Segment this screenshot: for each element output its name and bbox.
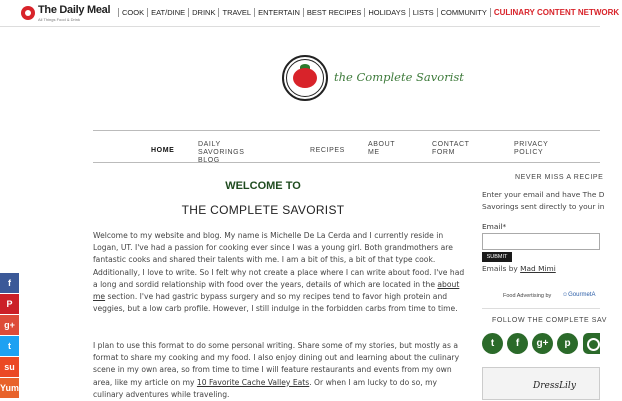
email-label: Email*	[482, 222, 507, 231]
newsletter-line-1: Enter your email and have The D	[482, 190, 605, 199]
nav-contact-form[interactable]: CONTACT FORM	[432, 141, 470, 156]
mad-mimi-credit	[482, 264, 556, 273]
network-nav-best-recipes[interactable]: BEST RECIPES	[303, 8, 364, 17]
network-nav-lists[interactable]: LISTS	[409, 8, 437, 17]
facebook-icon[interactable]: f	[507, 333, 528, 354]
nav-about-me[interactable]: ABOUT ME	[368, 141, 395, 156]
network-nav-cook[interactable]: COOK	[118, 8, 147, 17]
gourmet-ads-logo[interactable]: ☺GourmetA	[562, 292, 596, 298]
daily-meal-tagline: All Things Food & Drink	[38, 17, 80, 22]
share-pinterest-icon[interactable]: P	[0, 294, 19, 314]
page-subtitle: THE COMPLETE SAVORIST	[181, 203, 345, 217]
cache-valley-eats-link[interactable]: 10 Favorite Cache Valley Eats	[196, 377, 310, 387]
nav-home[interactable]: HOME	[151, 147, 175, 154]
network-nav-eat-dine[interactable]: EAT/DINE	[147, 8, 188, 17]
follow-heading: FOLLOW THE COMPLETE SAV	[492, 317, 608, 324]
instagram-icon[interactable]	[583, 333, 600, 354]
daily-meal-name: The Daily Meal	[38, 4, 111, 16]
main-nav	[93, 130, 600, 163]
network-nav-community[interactable]: COMMUNITY	[437, 8, 490, 17]
network-nav-entertain[interactable]: ENTERTAIN	[254, 8, 303, 17]
share-facebook-icon[interactable]: f	[0, 273, 19, 293]
email-input[interactable]	[482, 233, 600, 250]
tomato-icon	[293, 68, 317, 88]
newsletter-description	[482, 189, 605, 213]
share-google-plus-icon[interactable]: g+	[0, 315, 19, 335]
mad-mimi-prefix: Emails by	[482, 264, 521, 273]
network-nav	[118, 8, 622, 17]
nav-privacy-policy[interactable]: PRIVACY POLICY	[514, 141, 549, 156]
twitter-icon[interactable]: t	[482, 333, 503, 354]
network-nav-holidays[interactable]: HOLIDAYS	[364, 8, 408, 17]
nav-recipes[interactable]: RECIPES	[310, 147, 345, 154]
pinterest-icon[interactable]: p	[557, 333, 578, 354]
share-twitter-icon[interactable]: t	[0, 336, 19, 356]
mad-mimi-link[interactable]: Mad Mimi	[520, 264, 556, 273]
sidebar-divider	[482, 308, 600, 309]
intro-text-2: section. I've had gastric bypass surgery and so my recipes tend to favor high protein and veggies, but a low carb profile. However, I still indulge in the forbidden carbs from time to time.	[93, 292, 458, 314]
dresslily-ad[interactable]	[482, 367, 600, 400]
share-stumbleupon-icon[interactable]: su	[0, 357, 19, 377]
intro-text-1: Welcome to my website and blog. My name is Michelle De La Cerda and I currently reside in Logan, UT. I've had a passion for cooking ever since I was a young girl. Both grandmothers are fantastic cooks and shared their talents with me. I am a bit of this, a bit of that type cook. Additionally, I love to write. So I felt why not create a place where I can write about food. I've had a long and sordid relationship with food over the years, details of which are located in the	[93, 231, 465, 289]
daily-meal-logo-icon	[21, 6, 35, 20]
nav-daily-savorings-blog[interactable]: DAILY SAVORINGS BLOG	[198, 141, 245, 164]
site-name: the Complete Savorist	[334, 70, 464, 84]
welcome-heading: WELCOME TO	[225, 180, 301, 192]
culinary-network-link[interactable]: CULINARY CONTENT NETWORK	[490, 8, 622, 17]
dresslily-label: DressLily	[533, 381, 576, 391]
network-nav-travel[interactable]: TRAVEL	[218, 8, 254, 17]
newsletter-line-2: Savorings sent directly to your in	[482, 202, 605, 211]
site-logo[interactable]	[282, 55, 464, 105]
plan-text-1: I plan to use this format to do some personal writing. Share some of my stories, but mostly as a format to share my cooking and my food. I also enjoy dining out and learning about the culinary scene in my own area, so from time to time I will feature restaurants and events from my own area, like my article on my	[93, 341, 460, 387]
daily-meal-logo[interactable]	[21, 4, 117, 24]
newsletter-heading: NEVER MISS A RECIPE	[515, 174, 604, 181]
network-bar	[0, 0, 620, 27]
plan-text-2: . Or when I am lucky to do so, my culinary adventures while traveling.	[93, 377, 437, 399]
food-advertising-label: Food Advertising by	[503, 293, 552, 299]
google-plus-icon[interactable]: g+	[532, 333, 553, 354]
network-nav-drink[interactable]: DRINK	[188, 8, 218, 17]
intro-paragraph	[93, 230, 465, 315]
about-me-link[interactable]: about me	[93, 279, 460, 302]
submit-button[interactable]: SUBMIT	[482, 252, 512, 262]
plan-paragraph	[93, 340, 465, 401]
share-yummly-icon[interactable]: Yum	[0, 378, 19, 398]
